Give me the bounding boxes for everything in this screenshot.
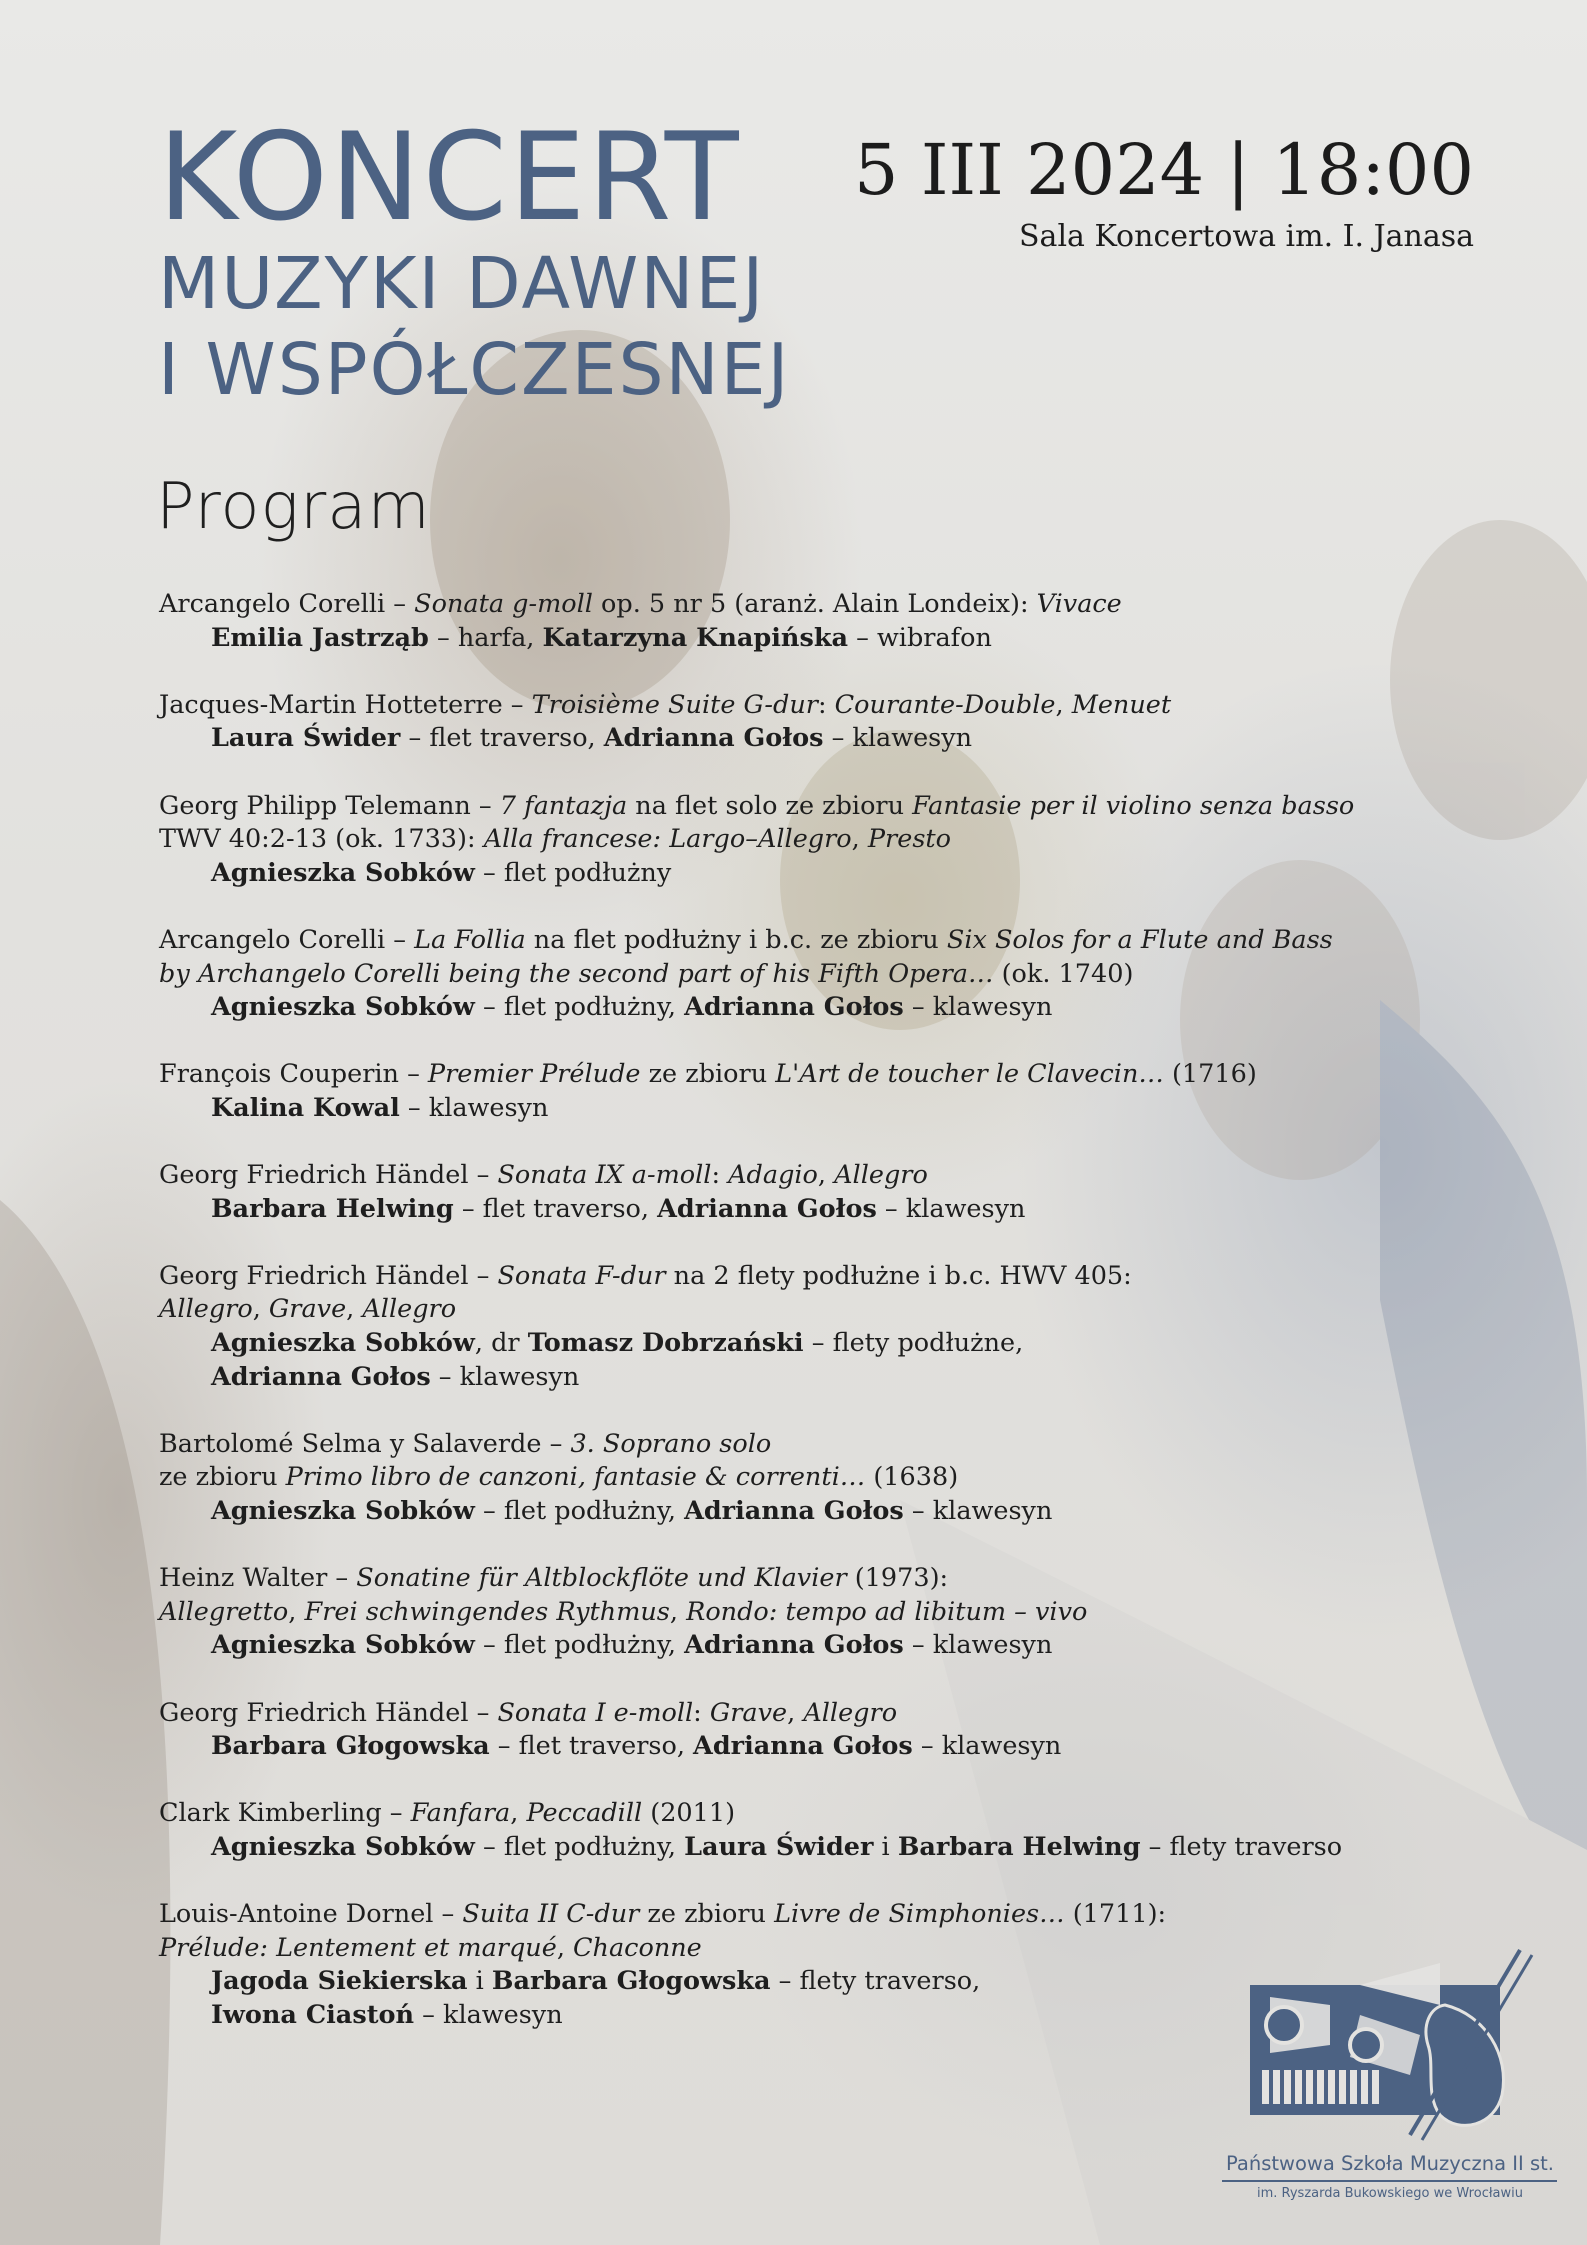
text-segment: – klawesyn <box>876 1193 1026 1224</box>
event-date-time: 5 III 2024 | 18:00 <box>854 129 1474 211</box>
school-logo-icon <box>1210 1945 1550 2145</box>
title-subtitle-line-2: I WSPÓŁCZESNEJ <box>158 328 791 411</box>
text-segment: , dr <box>474 1328 528 1359</box>
text-segment: Georg Friedrich Händel – <box>159 1160 498 1191</box>
work-line <box>159 958 1419 992</box>
work-title: Allegretto <box>159 1596 289 1627</box>
text-segment: : <box>817 689 835 720</box>
text-segment: – wibrafon <box>848 622 992 653</box>
work-title: Presto <box>867 824 952 855</box>
work-title: Primo libro de canzoni, fantasie & correnti… <box>285 1462 866 1493</box>
performer-name: Agnieszka Sobków <box>211 1630 475 1661</box>
performer-name: Agnieszka Sobków <box>211 857 475 888</box>
program-list <box>159 588 1419 2066</box>
work-line <box>159 1428 1419 1462</box>
work-line <box>159 1797 1419 1831</box>
performer-name: Adrianna Gołos <box>603 723 824 754</box>
event-venue: Sala Koncertowa im. I. Janasa <box>1019 219 1474 254</box>
work-title: Livre de Simphonies… <box>774 1899 1065 1930</box>
performer-name: Emilia Jastrząb <box>211 622 429 653</box>
text-segment: (1711): <box>1064 1899 1167 1930</box>
work-line <box>159 588 1419 622</box>
performer-line <box>159 1629 1419 1663</box>
work-title: Allegro <box>362 1294 457 1325</box>
text-segment: (ok. 1740) <box>993 958 1134 989</box>
work-line <box>159 1596 1419 1630</box>
performer-line <box>159 991 1419 1025</box>
text-segment: TWV 40:2-13 (ok. 1733): <box>159 824 484 855</box>
work-line <box>159 1562 1419 1596</box>
work-title: Premier Prélude <box>427 1059 641 1090</box>
work-title: Courante-Double <box>834 689 1056 720</box>
text-segment: Clark Kimberling – <box>159 1798 411 1829</box>
work-title: Six Solos for a Flute and Bass <box>946 924 1333 955</box>
performer-name: Barbara Głogowska <box>211 1731 490 1762</box>
text-segment: , <box>252 1294 269 1325</box>
text-segment: – flet podłużny <box>474 857 672 888</box>
work-title: by Archangelo Corelli being the second part of his Fifth Opera… <box>159 958 994 989</box>
work-title: Prélude: Lentement et marqué <box>159 1932 557 1963</box>
program-item <box>159 1797 1419 1864</box>
work-line <box>159 1697 1419 1731</box>
performer-line <box>159 1361 1419 1395</box>
work-title: Grave <box>268 1294 347 1325</box>
program-item <box>159 1058 1419 1125</box>
performer-name: Adrianna Gołos <box>684 1496 904 1527</box>
work-title: Chaconne <box>573 1932 702 1963</box>
work-title: 3. Soprano solo <box>570 1428 772 1459</box>
performer-name: Adrianna Gołos <box>684 1630 904 1661</box>
work-title: Sonatine für Altblockflöte und Klavier <box>356 1563 847 1594</box>
text-segment: Arcangelo Corelli – <box>159 924 415 955</box>
work-title: Grave <box>709 1697 788 1728</box>
school-patron: im. Ryszarda Bukowskiego we Wrocławiu <box>1257 2186 1523 2201</box>
performer-name: Kalina Kowal <box>211 1092 400 1123</box>
performer-name: Adrianna Gołos <box>684 992 904 1023</box>
performer-name: Barbara Helwing <box>211 1193 454 1224</box>
program-item <box>159 924 1419 1025</box>
performer-name: Katarzyna Knapińska <box>542 622 849 653</box>
work-title: L'Art de toucher le Clavecin… <box>775 1059 1164 1090</box>
event-info <box>854 125 1474 257</box>
work-title: Peccadill <box>526 1798 643 1829</box>
text-segment: – flet podłużny, <box>474 992 685 1023</box>
work-title: Alla francese: Largo–Allegro <box>483 824 852 855</box>
program-item <box>159 790 1419 891</box>
work-title: Allegro <box>803 1697 898 1728</box>
text-segment: Arcangelo Corelli – <box>159 589 415 619</box>
performer-name: Adrianna Gołos <box>657 1193 877 1224</box>
performer-name: Tomasz Dobrzański <box>527 1328 804 1359</box>
work-line <box>159 689 1419 723</box>
text-segment: i <box>467 1966 492 1997</box>
performer-line <box>159 857 1419 891</box>
title-main: KONCERT <box>158 107 741 248</box>
text-segment: – flet traverso, <box>400 723 604 754</box>
work-line <box>159 924 1419 958</box>
performer-name: Agnieszka Sobków <box>211 1831 475 1862</box>
school-name: Państwowa Szkoła Muzyczna II st. <box>1226 2152 1554 2175</box>
text-segment: Georg Friedrich Händel – <box>159 1260 498 1291</box>
text-segment: , <box>346 1294 363 1325</box>
work-line <box>159 1058 1419 1092</box>
text-segment: na 2 flety podłużne i b.c. HWV 405: <box>665 1260 1132 1291</box>
text-segment: Heinz Walter – <box>159 1563 357 1594</box>
program-item <box>159 689 1419 756</box>
work-line <box>159 823 1419 857</box>
concert-title <box>158 107 791 411</box>
work-title: Suita II C-dur <box>462 1899 640 1930</box>
work-title: La Follia <box>414 924 526 955</box>
performer-name: Jagoda Siekierska <box>211 1966 468 1997</box>
work-line <box>159 790 1419 824</box>
text-segment: – flety traverso, <box>770 1966 981 1997</box>
text-segment: , <box>669 1596 687 1627</box>
work-line <box>159 1898 1419 1932</box>
text-segment: na flet podłużny i b.c. ze zbioru <box>525 924 947 955</box>
text-segment: : <box>693 1697 710 1728</box>
performer-name: Agnieszka Sobków <box>211 1328 475 1359</box>
text-segment: – klawesyn <box>414 1999 563 2030</box>
text-segment: , <box>556 1932 574 1963</box>
work-title: Sonata g-moll <box>414 589 593 619</box>
text-segment: François Couperin – <box>159 1059 428 1090</box>
performer-name: Agnieszka Sobków <box>211 1496 475 1527</box>
work-title: Menuet <box>1071 689 1172 720</box>
text-segment: – klawesyn <box>823 723 973 754</box>
text-segment: Georg Friedrich Händel – <box>159 1697 498 1728</box>
program-item <box>159 1562 1419 1663</box>
performer-line <box>159 1092 1419 1126</box>
text-segment: – klawesyn <box>912 1731 1062 1762</box>
program-item <box>159 1428 1419 1529</box>
work-title: Fanfara <box>410 1798 511 1829</box>
work-title: Fantasie per il violino senza basso <box>912 790 1355 821</box>
performer-line <box>159 1327 1419 1361</box>
text-segment: ze zbioru <box>640 1059 776 1090</box>
text-segment: (1638) <box>865 1462 959 1493</box>
text-segment: , <box>817 1160 835 1191</box>
program-item <box>159 1159 1419 1226</box>
work-title: Vivace <box>1036 589 1122 619</box>
text-segment: – harfa, <box>428 622 543 653</box>
work-line <box>159 1260 1419 1294</box>
text-segment: ze zbioru <box>159 1462 286 1493</box>
text-segment: : <box>711 1160 729 1191</box>
text-segment: (2011) <box>642 1798 736 1829</box>
performer-line <box>159 1193 1419 1227</box>
work-title: Allegro <box>834 1160 928 1191</box>
text-segment: – flet podłużny, <box>474 1496 685 1527</box>
text-segment: – flet podłużny, <box>474 1831 685 1862</box>
work-line <box>159 1159 1419 1193</box>
text-segment: , <box>288 1596 305 1627</box>
text-segment: Louis-Antoine Dornel – <box>159 1899 463 1930</box>
performer-name: Barbara Helwing <box>897 1831 1141 1862</box>
text-segment: – flety traverso <box>1140 1831 1343 1862</box>
text-segment: – klawesyn <box>399 1092 549 1123</box>
text-segment: na flet solo ze zbioru <box>627 790 913 821</box>
performer-name: Adrianna Gołos <box>211 1361 431 1392</box>
performer-name: Laura Świder <box>684 1831 874 1862</box>
text-segment: Bartolomé Selma y Salaverde – <box>159 1428 571 1459</box>
performer-line <box>159 1495 1419 1529</box>
performer-line <box>159 1730 1419 1764</box>
text-segment: Jacques-Martin Hotteterre – <box>159 689 532 720</box>
work-title: Frei schwingendes Rythmus <box>304 1596 670 1627</box>
program-item <box>159 1260 1419 1394</box>
text-segment: (1973): <box>846 1563 949 1594</box>
text-segment: , <box>787 1697 804 1728</box>
school-divider <box>1222 2180 1557 2182</box>
text-segment: Georg Philipp Telemann – <box>159 790 500 821</box>
performer-name: Agnieszka Sobków <box>211 992 475 1023</box>
work-title: Allegro <box>159 1294 253 1325</box>
performer-line <box>159 1831 1419 1865</box>
performer-line <box>159 622 1419 656</box>
text-segment: – klawesyn <box>903 992 1053 1023</box>
work-title: Sonata F-dur <box>497 1260 666 1291</box>
program-heading: Program <box>156 470 431 544</box>
work-line <box>159 1293 1419 1327</box>
performer-line <box>159 722 1419 756</box>
performer-name: Barbara Głogowska <box>491 1966 771 1997</box>
title-subtitle-line-1: MUZYKI DAWNEJ <box>158 242 766 325</box>
performer-name: Iwona Ciastoń <box>211 1999 415 2030</box>
text-segment: – klawesyn <box>903 1630 1053 1661</box>
text-segment: , <box>851 824 868 855</box>
work-title: Sonata I e-moll <box>497 1697 694 1728</box>
work-title: Sonata IX a-moll <box>497 1160 712 1191</box>
text-segment: – flet podłużny, <box>474 1630 685 1661</box>
work-title: Troisième Suite G-dur <box>531 689 818 720</box>
text-segment: – flet traverso, <box>453 1193 658 1224</box>
work-line <box>159 1461 1419 1495</box>
work-title: Adagio <box>728 1160 818 1191</box>
text-segment: (1716) <box>1163 1059 1257 1090</box>
program-item <box>159 588 1419 655</box>
text-segment: i <box>873 1831 898 1862</box>
performer-name: Laura Świder <box>211 723 401 754</box>
text-segment: – klawesyn <box>430 1361 580 1392</box>
text-segment: ze zbioru <box>639 1899 775 1930</box>
program-item <box>159 1697 1419 1764</box>
text-segment: op. 5 nr 5 (aranż. Alain Londeix): <box>592 589 1037 619</box>
text-segment: , <box>510 1798 527 1829</box>
text-segment: – klawesyn <box>903 1496 1053 1527</box>
text-segment: , <box>1055 689 1072 720</box>
text-segment: – flet traverso, <box>489 1731 694 1762</box>
work-title: Rondo: tempo ad libitum – vivo <box>686 1596 1088 1627</box>
work-title: 7 fantazja <box>499 790 628 821</box>
performer-name: Adrianna Gołos <box>693 1731 913 1762</box>
text-segment: – flety podłużne, <box>803 1328 1024 1359</box>
